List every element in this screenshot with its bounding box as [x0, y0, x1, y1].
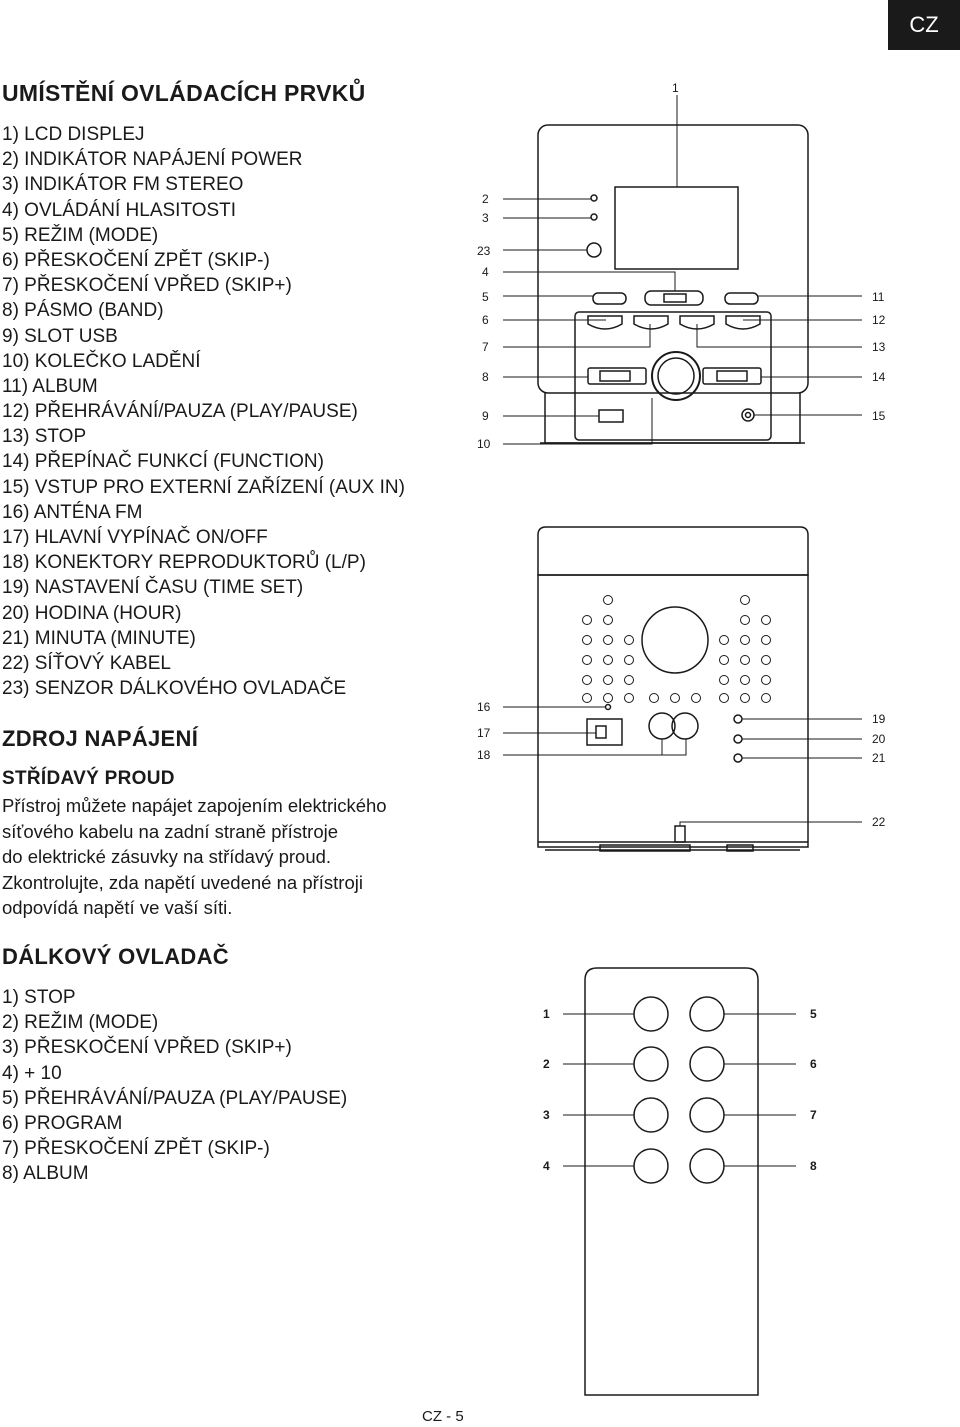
power-line: odpovídá napětí ve vaší síti.: [2, 897, 233, 918]
language-badge: CZ: [888, 0, 960, 50]
callout-label: 13: [872, 340, 886, 354]
skip-back-button: [588, 316, 622, 329]
vent-hole: [604, 636, 613, 645]
controls-item: 5) REŽIM (MODE): [2, 224, 159, 246]
callout-label: 17: [477, 726, 491, 740]
back-top: [538, 527, 808, 575]
callout-label: 22: [872, 815, 886, 829]
mode-button: [593, 293, 626, 304]
remote-item: 7) PŘESKOČENÍ ZPĚT (SKIP-): [2, 1138, 270, 1160]
remote-item: 1) STOP: [2, 987, 76, 1008]
vent-hole: [604, 676, 613, 685]
vent-hole: [583, 656, 592, 665]
remote-item: 3) PŘESKOČENÍ VPŘED (SKIP+): [2, 1037, 292, 1059]
callout-label: 6: [810, 1057, 817, 1071]
callout-label: 11: [872, 290, 885, 304]
remote-item: 4) + 10: [2, 1062, 62, 1084]
remote-body: [585, 968, 758, 1395]
stop-button: [726, 316, 760, 329]
remote-sensor-icon: [587, 243, 601, 257]
vent-hole: [741, 616, 750, 625]
front-panel-diagram: [503, 95, 862, 444]
speaker-jack-left: [649, 713, 675, 739]
speaker-vent: [642, 607, 708, 673]
controls-item: 14) PŘEPÍNAČ FUNKCÍ (FUNCTION): [2, 451, 324, 473]
vent-hole: [625, 676, 634, 685]
callout-label: 12: [872, 313, 886, 327]
remote-button: [634, 1047, 668, 1081]
controls-item: 11) ALBUM: [2, 375, 98, 397]
callout-label: 4: [482, 265, 489, 279]
remote-button: [690, 1047, 724, 1081]
remote-button: [690, 997, 724, 1031]
power-led-icon: [591, 195, 597, 201]
callout-label: 21: [872, 751, 886, 765]
back-panel-diagram: [503, 527, 862, 851]
volume-slider: [645, 291, 703, 305]
vent-hole: [604, 616, 613, 625]
callout-label: 2: [482, 192, 489, 206]
vent-hole: [741, 676, 750, 685]
vent-hole: [650, 694, 659, 703]
controls-item: 23) SENZOR DÁLKOVÉHO OVLADAČE: [2, 678, 347, 700]
power-switch: [587, 719, 622, 745]
power-cord: [675, 826, 685, 842]
remote-item: 5) PŘEHRÁVÁNÍ/PAUZA (PLAY/PAUSE): [2, 1087, 348, 1109]
callout-label: 7: [810, 1108, 817, 1122]
speaker-jack-right: [672, 713, 698, 739]
power-line: Zkontrolujte, zda napětí uvedené na přístroji: [2, 871, 363, 893]
vent-hole: [762, 636, 771, 645]
callout-label: 8: [810, 1159, 817, 1173]
controls-item: 18) KONEKTORY REPRODUKTORŮ (L/P): [2, 552, 366, 574]
controls-item: 6) PŘESKOČENÍ ZPĚT (SKIP-): [2, 249, 270, 271]
callout-label: 14: [872, 370, 886, 384]
remote-button: [634, 1098, 668, 1132]
controls-item: 21) MINUTA (MINUTE): [2, 627, 196, 649]
controls-item: 1) LCD DISPLEJ: [2, 124, 145, 145]
vent-hole: [583, 676, 592, 685]
callout-label: 16: [477, 700, 491, 714]
callout-label: 8: [482, 370, 489, 384]
callout-label: 1: [543, 1007, 550, 1021]
remote-title: DÁLKOVÝ OVLADAČ: [2, 944, 229, 969]
controls-title: UMÍSTĚNÍ OVLÁDACÍCH PRVKŮ: [2, 80, 366, 106]
callout-label: 5: [482, 290, 489, 304]
vent-hole: [583, 616, 592, 625]
remote-item: 6) PROGRAM: [2, 1112, 123, 1134]
vent-hole: [604, 694, 613, 703]
vent-hole: [625, 694, 634, 703]
hour-button: [734, 735, 742, 743]
remote-button: [690, 1149, 724, 1183]
remote-item: 2) REŽIM (MODE): [2, 1012, 159, 1034]
controls-item: 13) STOP: [2, 426, 87, 448]
page-number: CZ - 5: [422, 1408, 464, 1425]
skip-forward-button: [634, 316, 668, 329]
power-line: Přístroj můžete napájet zapojením elektrického: [2, 795, 387, 816]
controls-item: 4) OVLÁDÁNÍ HLASITOSTI: [2, 199, 237, 221]
callout-top: 1: [672, 81, 679, 95]
vent-hole: [762, 656, 771, 665]
control-panel: [575, 312, 771, 440]
callout-label: 18: [477, 748, 491, 762]
vent-hole: [625, 656, 634, 665]
callout-label: 5: [810, 1007, 817, 1021]
callout-label: 10: [477, 437, 491, 451]
minute-button: [734, 754, 742, 762]
controls-item: 12) PŘEHRÁVÁNÍ/PAUZA (PLAY/PAUSE): [2, 401, 358, 423]
usb-slot: [599, 410, 623, 422]
power-title: ZDROJ NAPÁJENÍ: [2, 726, 199, 751]
vent-hole: [762, 616, 771, 625]
controls-item: 3) INDIKÁTOR FM STEREO: [2, 174, 244, 196]
power-line: síťového kabelu na zadní straně přístroje: [2, 820, 339, 842]
vent-hole: [692, 694, 701, 703]
controls-item: 16) ANTÉNA FM: [2, 501, 143, 523]
power-line: do elektrické zásuvky na střídavý proud.: [2, 846, 332, 867]
aux-jack: [742, 409, 754, 421]
callout-label: 15: [872, 409, 886, 423]
controls-item: 7) PŘESKOČENÍ VPŘED (SKIP+): [2, 275, 292, 297]
vent-hole: [720, 656, 729, 665]
remote-diagram: [563, 968, 796, 1395]
vent-hole: [671, 694, 680, 703]
callout-label: 3: [482, 211, 489, 225]
power-subtitle: STŘÍDAVÝ PROUD: [2, 768, 175, 789]
vent-hole: [604, 596, 613, 605]
vent-hole: [762, 694, 771, 703]
callout-label: 9: [482, 409, 489, 423]
controls-item: 2) INDIKÁTOR NAPÁJENÍ POWER: [2, 149, 303, 171]
album-button: [725, 293, 758, 304]
controls-item: 19) NASTAVENÍ ČASU (TIME SET): [2, 577, 304, 599]
controls-item: 22) SÍŤOVÝ KABEL: [2, 652, 171, 674]
remote-button: [690, 1098, 724, 1132]
callout-label: 7: [482, 340, 489, 354]
time-set-button: [734, 715, 742, 723]
callout-label: 20: [872, 732, 886, 746]
vent-hole: [720, 636, 729, 645]
vent-hole: [625, 636, 634, 645]
controls-item: 20) HODINA (HOUR): [2, 602, 182, 624]
vent-hole: [741, 694, 750, 703]
controls-item: 8) PÁSMO (BAND): [2, 300, 164, 322]
controls-item: 10) KOLEČKO LADĚNÍ: [2, 350, 201, 372]
fm-antenna: [606, 705, 611, 710]
callout-label: 4: [543, 1159, 550, 1173]
remote-item: 8) ALBUM: [2, 1163, 89, 1185]
vent-hole: [720, 694, 729, 703]
remote-button: [634, 997, 668, 1031]
callout-label: 23: [477, 244, 491, 258]
stereo-led-icon: [591, 214, 597, 220]
callout-label: 6: [482, 313, 489, 327]
controls-item: 15) VSTUP PRO EXTERNÍ ZAŘÍZENÍ (AUX IN): [2, 476, 405, 498]
lcd-display: [615, 187, 738, 269]
vent-hole: [604, 656, 613, 665]
vent-hole: [762, 676, 771, 685]
vent-hole: [741, 656, 750, 665]
vent-hole: [583, 694, 592, 703]
callout-label: 19: [872, 712, 886, 726]
controls-item: 9) SLOT USB: [2, 325, 118, 347]
remote-button: [634, 1149, 668, 1183]
callout-label: 3: [543, 1108, 550, 1122]
vent-hole: [741, 636, 750, 645]
callout-label: 2: [543, 1057, 550, 1071]
vent-hole: [741, 596, 750, 605]
vent-hole: [720, 676, 729, 685]
controls-item: 17) HLAVNÍ VYPÍNAČ ON/OFF: [2, 527, 268, 548]
vent-hole: [583, 636, 592, 645]
